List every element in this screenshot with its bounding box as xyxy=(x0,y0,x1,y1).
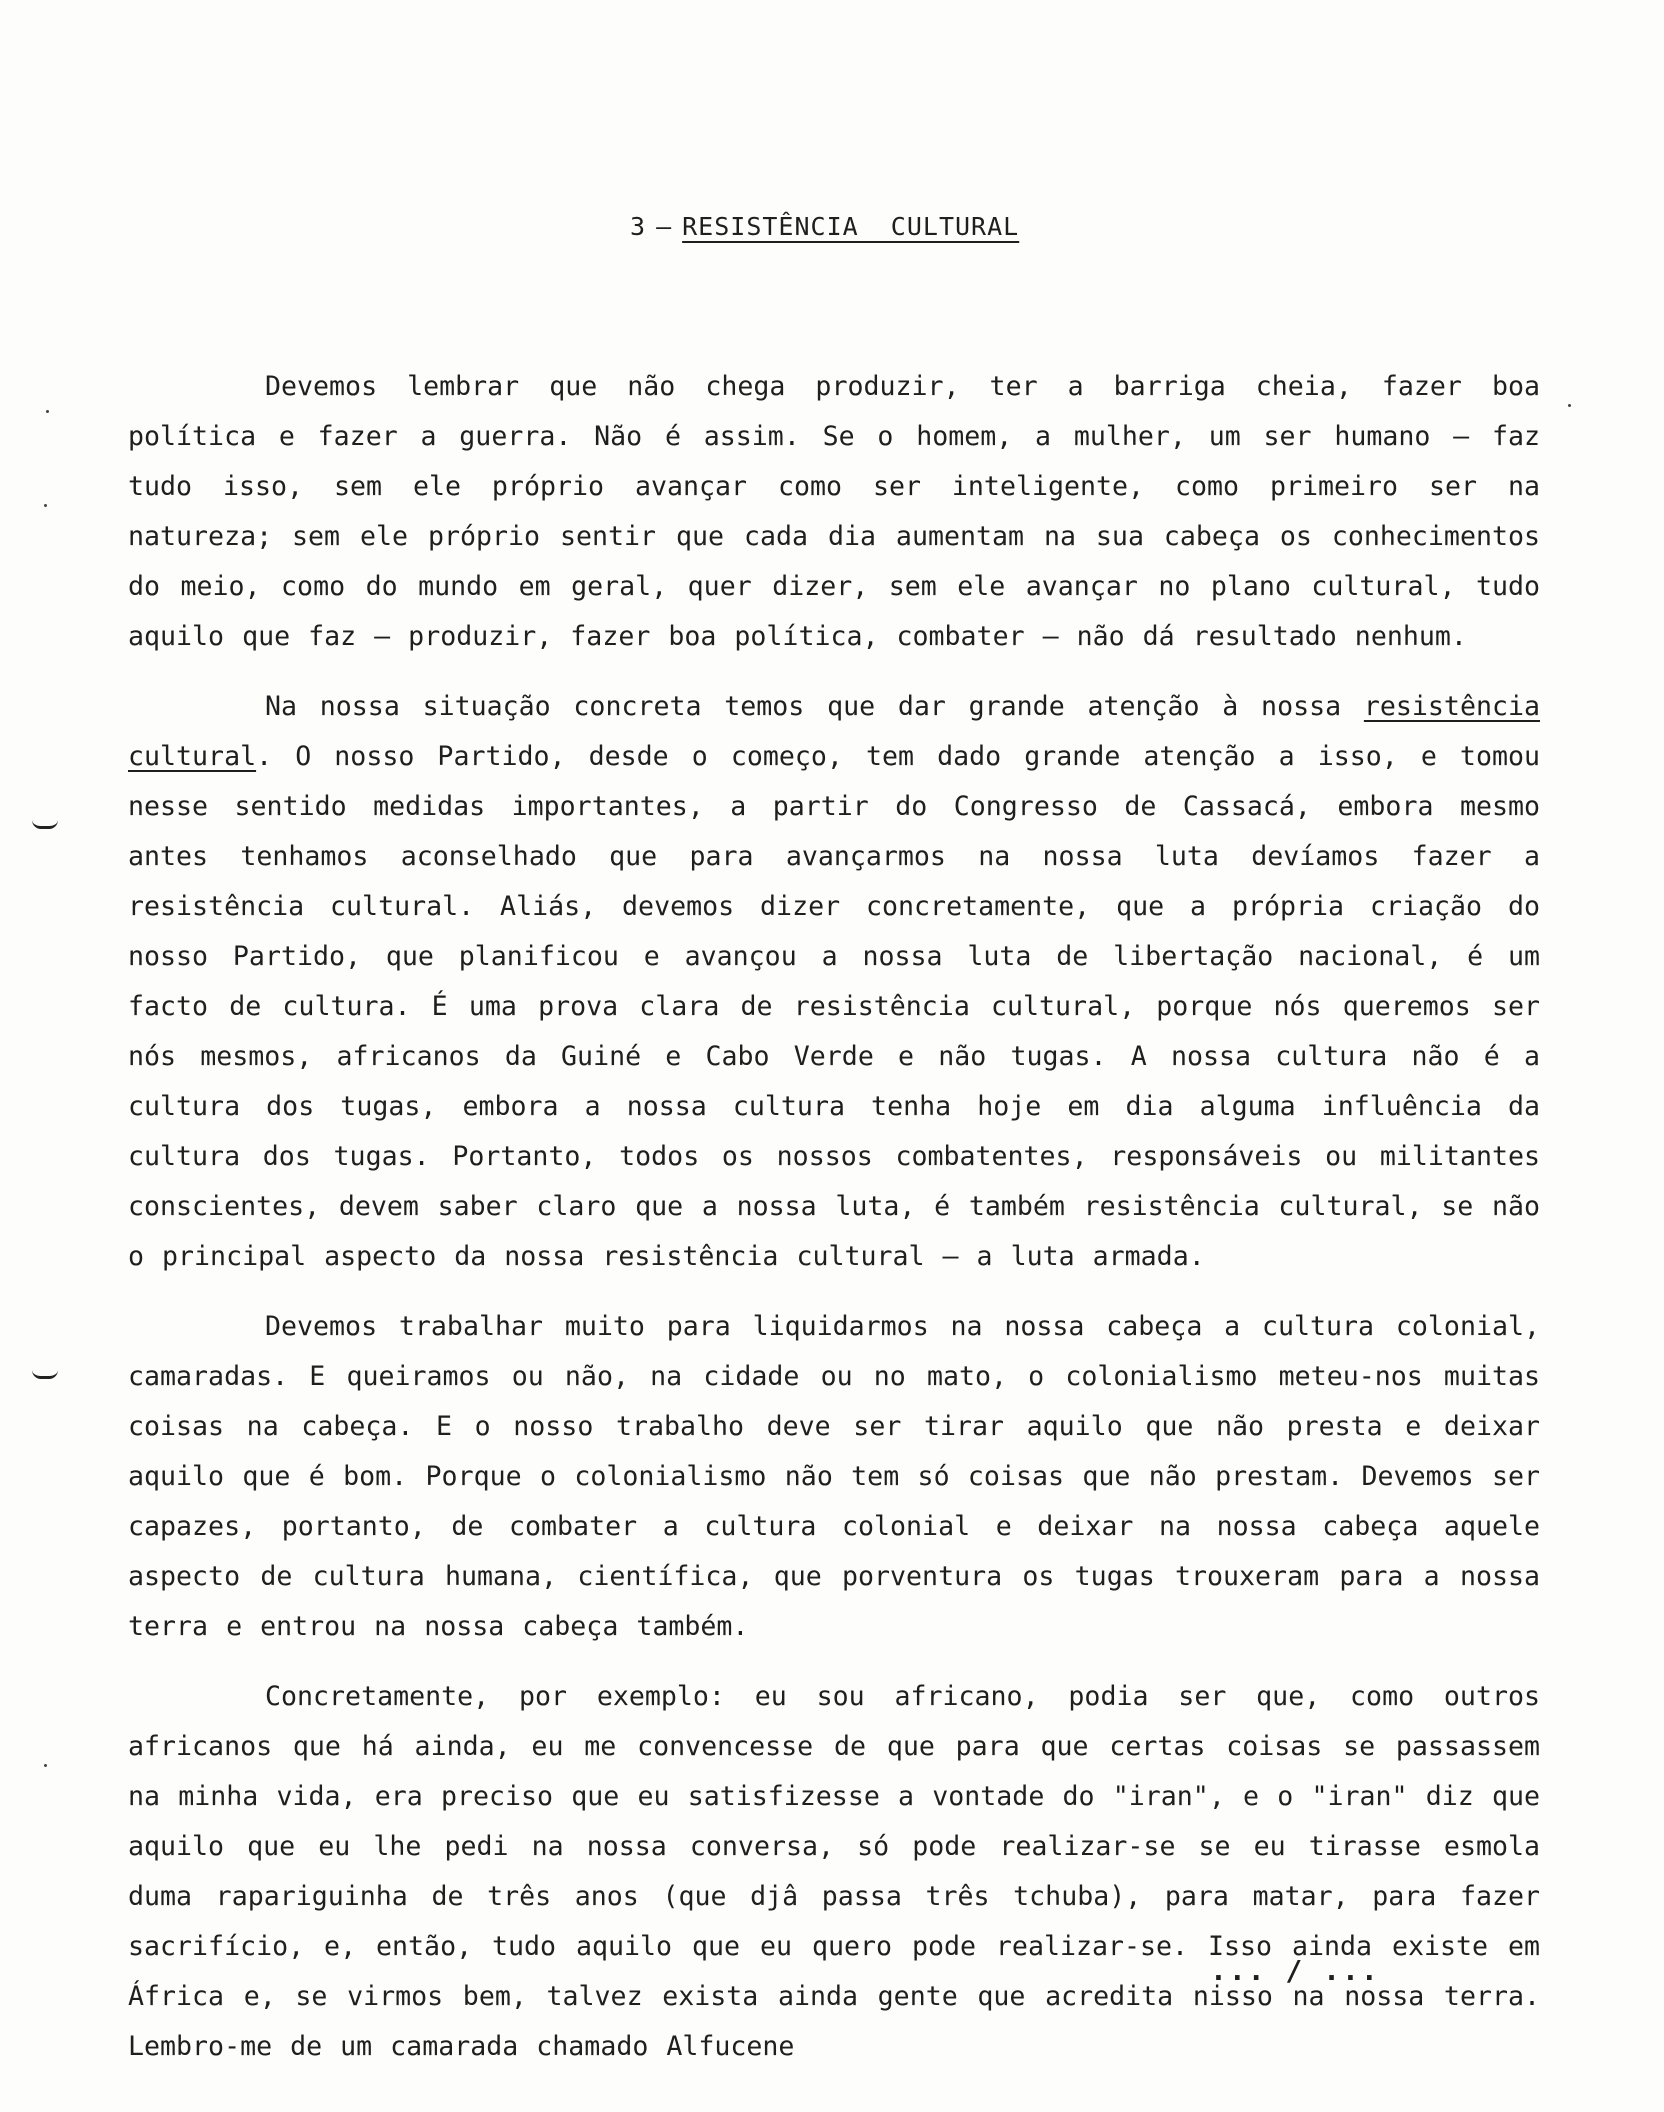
section-heading xyxy=(630,212,1019,241)
punch-mark xyxy=(32,1370,58,1379)
paragraph: Devemos lembrar que não chega produzir, ter a barriga cheia, fazer boa política e fazer a guerra. Não é assim. Se o homem, a mulher, um ser humano – faz tudo isso, sem ele próprio avançar como ser inteligente, como primeiro ser na natureza; sem ele próprio sentir que cada dia aumentam na sua cabeça os conhecimentos do meio, como do mundo em geral, quer dizer, sem ele avançar no plano cultural, tudo aquilo que faz – produzir, fazer boa política, combater – não dá resultado nenhum. xyxy=(128,371,1540,652)
paragraph-text: Na nossa situação concreta temos que dar grande atenção à nossa xyxy=(265,691,1364,722)
punch-mark xyxy=(32,820,58,829)
underlined-term: resistência cultural xyxy=(128,691,1540,772)
paragraph-text: . O nosso Partido, desde o começo, tem dado grande atenção a isso, e tomou nesse sentido medidas importantes, a partir do Congresso de Cassacá, embora mesmo antes tenhamos aconselhado que para avançarmos na nossa luta devíamos fazer a resistência cultural. Aliás, devemos dizer concretamente, que a própria criação do nosso Partido, que planificou e avançou a nossa luta de libertação nacional, é um facto de cultura. É uma prova clara de resistência cultural, porque nós queremos ser nós mesmos, africanos da Guiné e Cabo Verde e não tugas. A nossa cultura não é a cultura dos tugas, embora a nossa cultura tenha hoje em dia alguma influência da cultura dos tugas. Portanto, todos os nossos combatentes, responsáveis ou militantes conscientes, devem saber claro que a nossa luta, é também resistência cultural, se não o principal aspecto da nossa resistência cultural – a luta armada. xyxy=(128,741,1540,1272)
paragraph: Concretamente, por exemplo: eu sou africano, podia ser que, como outros africanos que há ainda, eu me convencesse de que para que certas coisas se passassem na minha vida, era preciso que eu satisfizesse a vontade do "iran", e o "iran" diz que aquilo que eu lhe pedi na nossa conversa, só pode realizar-se se eu tirasse esmola duma rapariguinha de três anos (que djâ passa três tchuba), para matar, para fazer sacrifício, e, então, tudo aquilo que eu quero pode realizar-se. Isso ainda existe em África e, se virmos bem, talvez exista ainda gente que acredita nisso na nossa terra. Lembro-me de um camarada chamado Alfucene xyxy=(128,1681,1540,2062)
heading-dash: – xyxy=(656,212,673,241)
continuation-marker: ... / ... xyxy=(1210,1954,1380,1987)
scan-speck xyxy=(1568,404,1571,407)
document-body xyxy=(128,362,1540,2072)
heading-title: RESISTÊNCIA CULTURAL xyxy=(682,212,1020,241)
scan-speck xyxy=(46,410,49,413)
scan-speck xyxy=(44,1764,47,1767)
scan-speck xyxy=(44,504,47,507)
heading-number: 3 xyxy=(630,212,647,241)
paragraph xyxy=(128,682,1540,1282)
paragraph: Devemos trabalhar muito para liquidarmos na nossa cabeça a cultura colonial, camaradas. E queiramos ou não, na cidade ou no mato, o colonialismo meteu-nos muitas coisas na cabeça. E o nosso trabalho deve ser tirar aquilo que não presta e deixar aquilo que é bom. Porque o colonialismo não tem só coisas que não prestam. Devemos ser capazes, portanto, de combater a cultura colonial e deixar na nossa cabeça aquele aspecto de cultura humana, científica, que porventura os tugas trouxeram para a nossa terra e entrou na nossa cabeça também. xyxy=(128,1311,1540,1642)
